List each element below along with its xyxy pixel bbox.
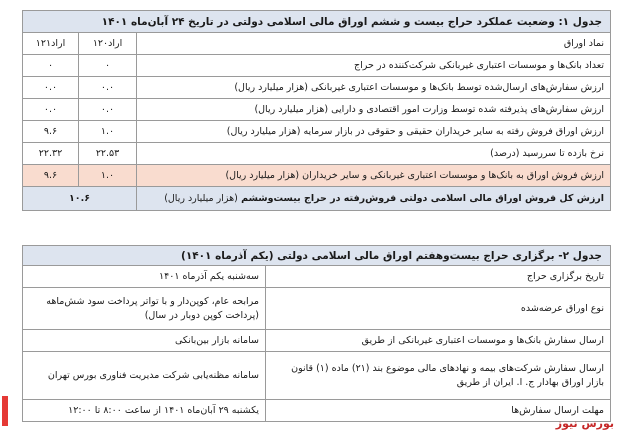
row-label: ارسال سفارش بانک‌ها و موسسات اعتباری غیربانکی از طریق [266,330,611,352]
row-value: سامانه بازار بین‌بانکی [23,330,266,352]
cell-value: ۰.۰ [79,77,137,99]
side-marker [2,396,8,426]
table-row [23,266,611,288]
table-row [23,330,611,352]
table-row [23,77,611,99]
cell-value: اراد۱۲۰ [79,33,137,55]
table-row [23,143,611,165]
row-label: تاریخ برگزاری حراج [266,266,611,288]
total-label-text: ارزش کل فروش اوراق مالی اسلامی دولتی فروش‌رفته در حراج بیست‌وششم [241,193,605,204]
row-value: سه‌شنبه یکم آذرماه ۱۴۰۱ [23,266,266,288]
table-row [23,33,611,55]
row-label: مهلت ارسال سفارش‌ها [266,400,611,422]
row-label: ارزش فروش اوراق به بانک‌ها و موسسات اعتباری غیربانکی و سایر خریداران (هزار میلیارد ریال) [137,165,611,187]
table-row [23,400,611,422]
cell-value: ۰ [79,55,137,77]
row-label: نماد اوراق [137,33,611,55]
table-1 [22,10,611,211]
cell-value: اراد۱۲۱ [23,33,79,55]
row-label: تعداد بانک‌ها و موسسات اعتباری غیربانکی شرکت‌کننده در حراج [137,55,611,77]
table-row [23,99,611,121]
cell-value: ۰.۰ [79,99,137,121]
cell-value: ۲۲.۵۳ [79,143,137,165]
row-label: نرخ بازده تا سررسید (درصد) [137,143,611,165]
cell-value: ۰.۰ [23,99,79,121]
table-row [23,121,611,143]
total-label [137,187,611,211]
row-label: ارزش اوراق فروش رفته به سایر خریداران حقیقی و حقوقی در بازار سرمایه (هزار میلیارد ریال) [137,121,611,143]
boursenews-logo [548,412,614,432]
row-value: یکشنبه ۲۹ آبان‌ماه ۱۴۰۱ از ساعت ۸:۰۰ تا ۱۲:۰۰ [23,400,266,422]
row-label: ارسال سفارش شرکت‌های بیمه و نهادهای مالی موضوع بند (۲۱) ماده (۱) قانون بازار اوراق بهادار ج. ا. ایران از طریق [266,352,611,400]
row-value: مرابحه عام، کوپن‌دار و با تواتر پرداخت سود شش‌ماهه (پرداخت کوپن دوبار در سال) [23,288,266,330]
row-label: ارزش سفارش‌های پذیرفته شده توسط وزارت امور اقتصادی و دارایی (هزار میلیارد ریال) [137,99,611,121]
cell-value: ۹.۶ [23,165,79,187]
cell-value: ۰ [23,55,79,77]
table-row [23,352,611,400]
cell-value: ۰.۰ [23,77,79,99]
table-1-title: جدول ۱: وضعیت عملکرد حراج بیست و ششم اوراق مالی اسلامی دولتی در تاریخ ۲۴ آبان‌ماه ۱۴۰۱ [23,11,611,33]
row-label: نوع اوراق عرضه‌شده [266,288,611,330]
cell-value: ۱.۰ [79,165,137,187]
row-label: ارزش سفارش‌های ارسال‌شده توسط بانک‌ها و موسسات اعتباری غیربانکی (هزار میلیارد ریال) [137,77,611,99]
cell-value: ۱.۰ [79,121,137,143]
total-unit: (هزار میلیارد ریال) [164,193,238,204]
table-row [23,288,611,330]
table-2-title: جدول ۲- برگزاری حراج بیست‌وهفتم اوراق مالی اسلامی دولتی (یکم آذرماه ۱۴۰۱) [23,246,611,266]
highlight-row [23,165,611,187]
cell-value: ۲۲.۳۲ [23,143,79,165]
row-value: سامانه مظنه‌یابی شرکت مدیریت فناوری بورس تهران [23,352,266,400]
total-value: ۱۰.۶ [23,187,137,211]
logo-text: بورس نیوز [555,417,614,430]
cell-value: ۹.۶ [23,121,79,143]
total-row [23,187,611,211]
table-row [23,55,611,77]
table-2 [22,245,611,422]
